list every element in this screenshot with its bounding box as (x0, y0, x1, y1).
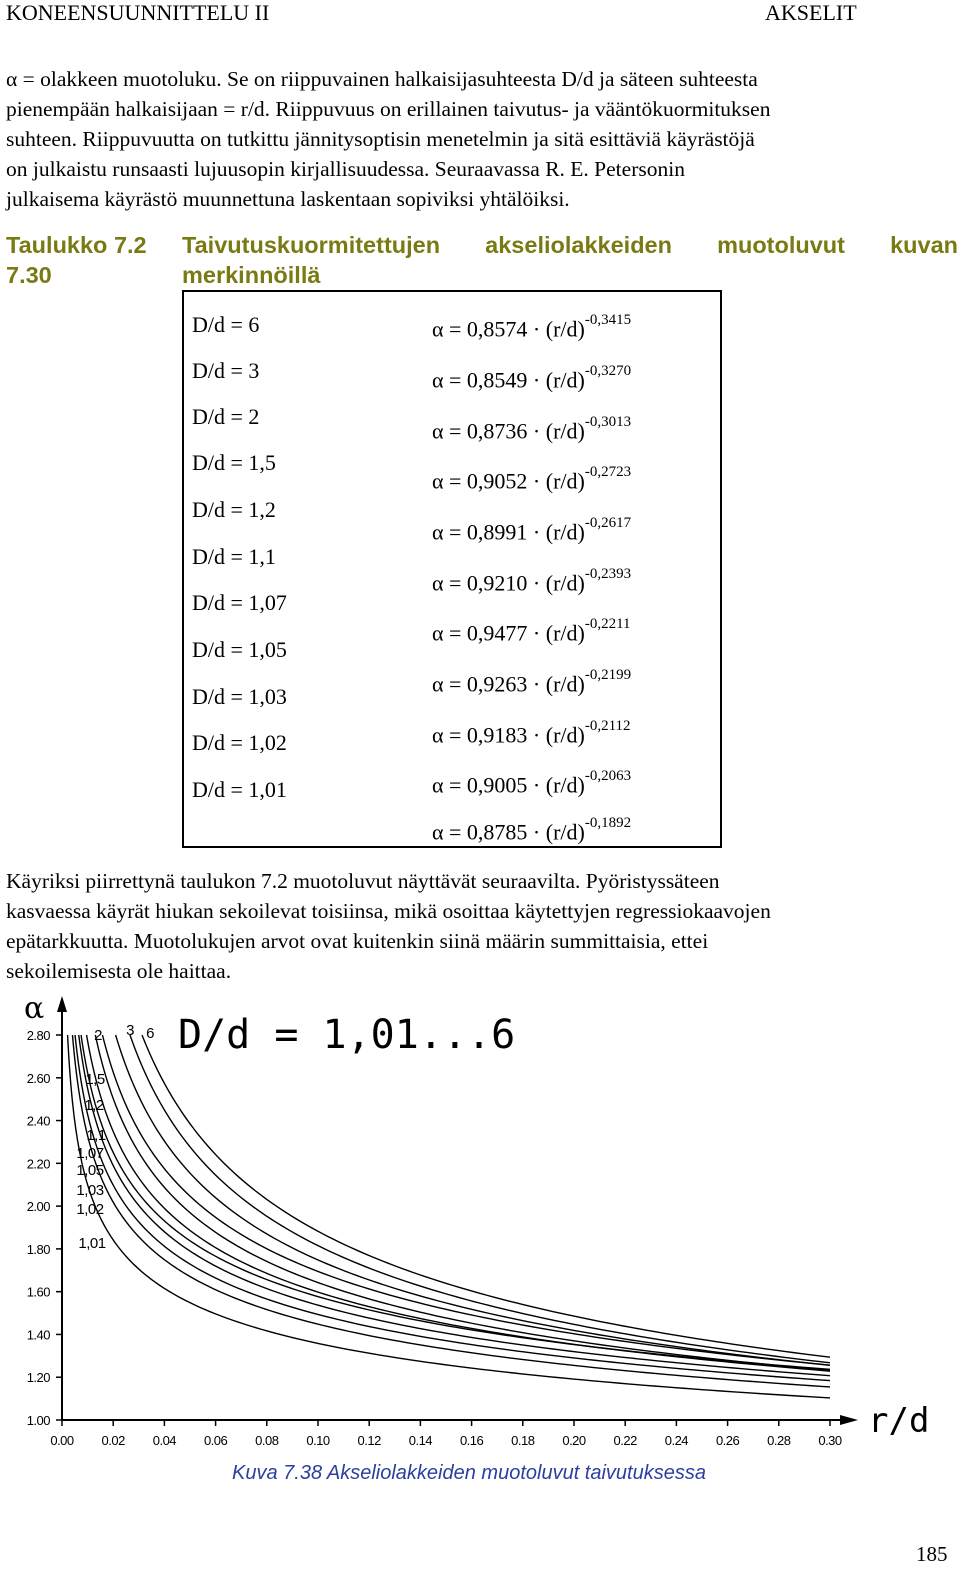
y-tick-label: 1.40 (26, 1327, 50, 1343)
intro-paragraph (6, 64, 958, 214)
y-tick-label: 2.60 (26, 1070, 50, 1086)
header-left: KONEENSUUNNITTELU II (6, 0, 270, 25)
series-curve-1-03 (75, 1035, 830, 1381)
series-curve-3 (130, 1035, 830, 1363)
series-curve-1-5 (102, 1035, 830, 1365)
x-tick-label: 0.18 (511, 1433, 535, 1448)
series-label: 3 (126, 1022, 134, 1039)
ratio-cell: D/d = 1,05 (192, 637, 287, 662)
table-number: Taulukko 7.2 (6, 232, 147, 258)
series-curve-1-07 (81, 1035, 830, 1369)
intro-line: suhteen. Riippuvuutta on tutkittu jännitysoptisin menetelmin ja sitä esittäviä käyrästöjä (6, 127, 755, 151)
series-label: 1,05 (76, 1162, 104, 1179)
series-label: 1,2 (84, 1097, 104, 1114)
middle-line: epätarkkuutta. Muotolukujen arvot ovat kuitenkin siinä määrin summittaisia, ettei (6, 929, 709, 953)
middle-line: sekoilemisesta ole haittaa. (6, 959, 232, 983)
series-label: 6 (146, 1025, 154, 1042)
x-tick-label: 0.00 (50, 1433, 74, 1448)
x-tick-label: 0.14 (408, 1433, 433, 1448)
y-tick-label: 2.40 (26, 1113, 50, 1129)
y-tick-label: 1.60 (26, 1284, 50, 1300)
intro-line: α = olakkeen muotoluku. Se on riippuvainen halkaisijasuhteesta D/d ja säteen suhteesta (6, 67, 758, 91)
formula-cell: $\alpha = 0,9005 \cdot (r/d)^{-0,2063}$ (432, 768, 632, 798)
x-tick-label: 0.08 (255, 1433, 279, 1448)
ratio-cell: D/d = 2 (192, 404, 260, 429)
x-tick-label: 0.16 (459, 1433, 484, 1448)
x-tick-label: 0.22 (613, 1433, 637, 1448)
x-axis-arrow (840, 1415, 858, 1425)
formula-cell: $\alpha = 0,9210 \cdot (r/d)^{-0,2393}$ (432, 566, 632, 596)
x-tick-label: 0.30 (818, 1433, 842, 1448)
x-tick-label: 0.24 (664, 1433, 689, 1448)
middle-line: Käyriksi piirrettynä taulukon 7.2 muotoluvut näyttävät seuraavilta. Pyöristyssäteen (6, 869, 720, 893)
x-tick-label: 0.02 (101, 1433, 125, 1448)
y-tick-label: 1.00 (26, 1413, 50, 1428)
y-tick-label: 2.20 (26, 1156, 50, 1172)
table-number-cont: 7.30 (6, 262, 52, 288)
middle-paragraph (6, 866, 958, 986)
x-tick-label: 0.26 (715, 1433, 740, 1448)
series-label: 1,02 (76, 1201, 104, 1218)
formula-cell: $\alpha = 0,9477 \cdot (r/d)^{-0,2211}$ (432, 616, 631, 646)
series-label: 1,01 (78, 1235, 106, 1252)
x-tick-label: 0.20 (562, 1433, 586, 1448)
x-tick-label: 0.06 (203, 1433, 228, 1448)
intro-line: julkaisema käyrästö muunnettuna laskentaan sopiviksi yhtälöiksi. (6, 187, 570, 211)
x-tick-label: 0.28 (767, 1433, 791, 1448)
x-tick-label: 0.04 (152, 1433, 177, 1448)
series-label: 1,1 (86, 1127, 106, 1144)
ratio-cell: D/d = 1,1 (192, 544, 276, 569)
y-tick-label: 2.80 (26, 1028, 50, 1043)
formula-cell: $\alpha = 0,8736 \cdot (r/d)^{-0,3013}$ (432, 414, 632, 444)
intro-line: on julkaistu runsaasti lujuusopin kirjallisuudessa. Seuraavassa R. E. Petersonin (6, 157, 685, 181)
ratio-cell: D/d = 1,01 (192, 777, 287, 802)
page-header (0, 0, 960, 28)
series-curve-1-2 (95, 1035, 830, 1370)
series-label: 1,03 (76, 1182, 104, 1199)
x-tick-label: 0.12 (357, 1433, 381, 1448)
shape-factor-chart (0, 990, 960, 1500)
y-axis-label: α (24, 991, 45, 1026)
y-tick-label: 1.80 (26, 1241, 50, 1257)
formula-cell: $\alpha = 0,8549 \cdot (r/d)^{-0,3270}$ (432, 363, 632, 393)
formula-cell: $\alpha = 0,8574 \cdot (r/d)^{-0,3415}$ (432, 312, 632, 342)
ratio-cell: D/d = 3 (192, 358, 260, 383)
y-tick-label: 2.00 (26, 1199, 50, 1215)
figure-caption: Kuva 7.38 Akseliolakkeiden muotoluvut taivutuksessa (232, 1462, 706, 1484)
y-axis-arrow (57, 996, 67, 1012)
formula-cell: $\alpha = 0,8991 \cdot (r/d)^{-0,2617}$ (432, 515, 632, 545)
formula-cell: $\alpha = 0,9183 \cdot (r/d)^{-0,2112}$ (432, 718, 631, 748)
intro-line: pienempään halkaisijaan = r/d. Riippuvuus on erillainen taivutus- ja vääntökuormituksen (6, 97, 771, 121)
formula-cell: $\alpha = 0,8785 \cdot (r/d)^{-0,1892}$ (432, 815, 632, 845)
ratio-cell: D/d = 6 (192, 312, 260, 337)
x-axis-label: r/d (868, 1401, 930, 1441)
ratio-cell: D/d = 1,2 (192, 497, 276, 522)
x-tick-label: 0.10 (306, 1433, 330, 1448)
series-label: 2 (94, 1027, 102, 1044)
chart-title: D/d = 1,01...6 (178, 1012, 516, 1058)
header-right: AKSELIT (765, 0, 857, 25)
series-label: 1,07 (76, 1145, 104, 1162)
middle-line: kasvaessa käyrät hiukan sekoilevat toisiinsa, mikä osoittaa käytettyjen regressiokaavojen (6, 899, 771, 923)
ratio-cell: D/d = 1,03 (192, 684, 287, 709)
formula-table (182, 290, 722, 848)
series-curve-1-01 (68, 1035, 830, 1398)
ratio-cell: D/d = 1,07 (192, 590, 287, 615)
series-label: 1,5 (85, 1071, 105, 1088)
formula-cell: $\alpha = 0,9052 \cdot (r/d)^{-0,2723}$ (432, 464, 632, 494)
series-curve-6 (142, 1035, 830, 1357)
table-title: Taivutuskuormitettujen akseliolakkeiden muotoluvut kuvan (182, 232, 958, 258)
ratio-cell: D/d = 1,02 (192, 730, 287, 755)
ratio-cell: D/d = 1,5 (192, 450, 276, 475)
table-title-cont: merkinnöillä (182, 262, 321, 288)
formula-cell: $\alpha = 0,9263 \cdot (r/d)^{-0,2199}$ (432, 667, 632, 697)
page-number: 185 (916, 1542, 948, 1566)
y-tick-label: 1.20 (26, 1370, 50, 1386)
chart-svg (0, 990, 960, 1460)
